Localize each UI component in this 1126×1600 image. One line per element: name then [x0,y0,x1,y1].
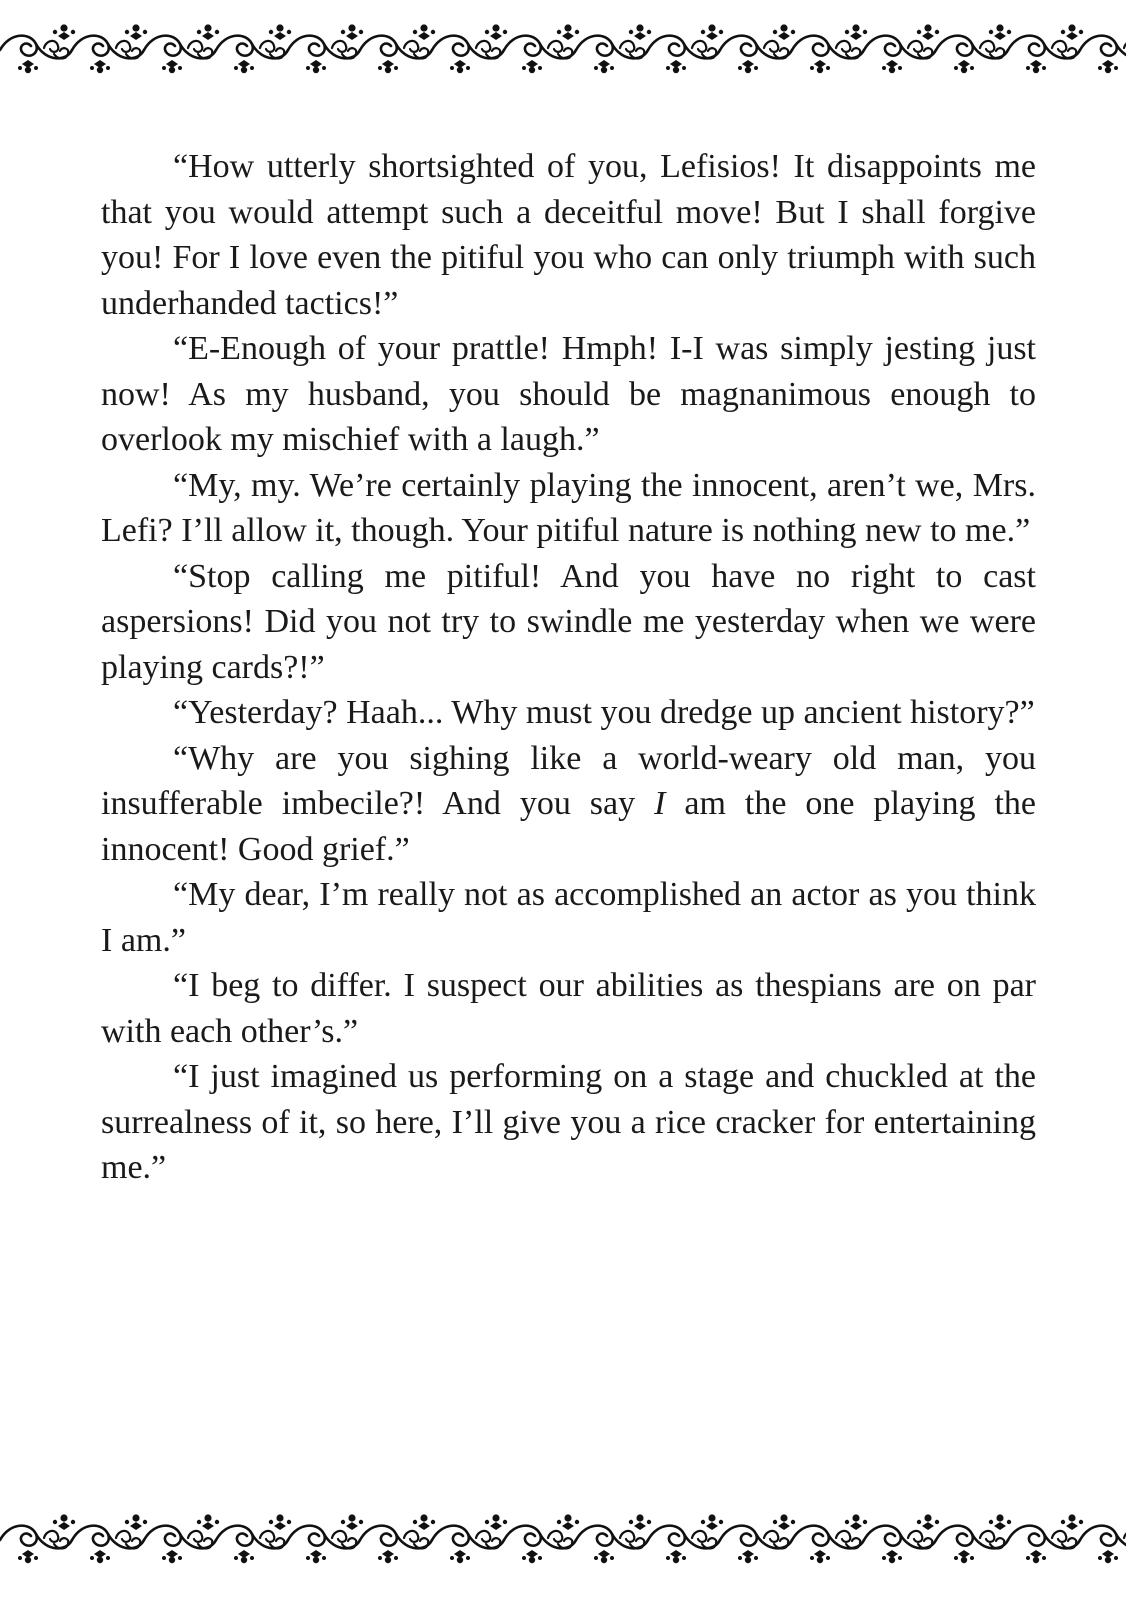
paragraph-3: “My, my. We’re certainly playing the innocent, aren’t we, Mrs. Lefi? I’ll allow it, though. Your pitiful nature is nothing new to me.” [101,466,1036,549]
top-ornamental-border [0,10,1126,90]
paragraph-1: “How utterly shortsighted of you, Lefisios! It disappoints me that you would attempt such a deceitful move! But I shall forgive you! For I love even the pitiful you who can only triumph with such underhanded tactics!” [101,148,1036,322]
story-text [101,144,1036,1191]
paragraph-6-start: “Why are you sighing like a world-weary old man, you insufferable imbecile?! And you say [101,739,1036,822]
ornament-scroll-icon [0,10,1126,90]
ornament-scroll-icon [0,1500,1126,1580]
paragraph-6 [101,736,1036,873]
paragraph-6-end: am the one playing the innocent! Good grief.” [101,785,1036,868]
paragraph-5: “Yesterday? Haah... Why must you dredge up ancient history?” [173,694,1035,731]
paragraph-8: “I beg to differ. I suspect our abilities as thespians are on par with each other’s.” [101,967,1036,1050]
paragraph-2: “E-Enough of your prattle! Hmph! I-I was simply jesting just now! As my husband, you should be magnanimous enough to overlook my mischief with a laugh.” [101,330,1036,458]
paragraph-6-emphasis: I [654,785,666,822]
paragraph-4: “Stop calling me pitiful! And you have no right to cast aspersions! Did you not try to swindle me yesterday when we were playing cards?!” [101,557,1036,686]
paragraph-7: “My dear, I’m really not as accomplished an actor as you think I am.” [101,876,1036,959]
paragraph-9: “I just imagined us performing on a stage and chuckled at the surrealness of it, so here, I’ll give you a rice cracker for entertaining me.” [101,1058,1036,1186]
bottom-ornamental-border [0,1500,1126,1580]
